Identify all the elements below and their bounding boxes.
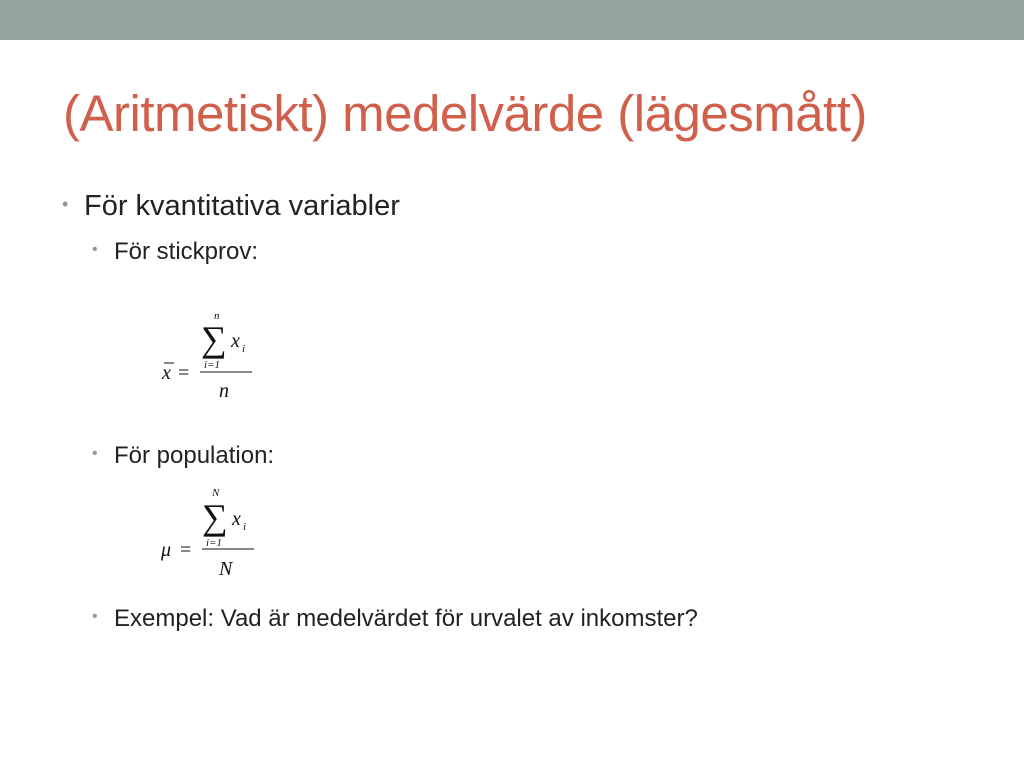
bullet-dot-icon: • — [62, 194, 69, 214]
bullet-dot-icon: • — [92, 608, 98, 625]
sigma-icon: ∑ — [202, 497, 228, 537]
bullet-text: Exempel: Vad är medelvärdet för urvalet av inkomster? — [114, 605, 698, 632]
bullet-sample — [92, 238, 258, 266]
bullet-text: För population: — [114, 442, 275, 469]
formula-population-mean — [158, 482, 268, 582]
slide-title: (Aritmetiskt) medelvärde (lägesmått) — [63, 85, 867, 142]
formula-lhs: x — [162, 362, 171, 384]
formula-denominator: N — [219, 558, 233, 580]
formula-denominator: n — [219, 380, 229, 402]
bullet-example — [92, 605, 698, 633]
formula-lower-limit: i=1 — [204, 359, 220, 371]
formula-term: x — [232, 508, 241, 530]
formula-equals: = — [178, 362, 190, 384]
bullet-text: För kvantitativa variabler — [84, 190, 400, 222]
formula-equals: = — [180, 539, 192, 561]
bullet-dot-icon: • — [92, 445, 98, 462]
top-bar — [0, 0, 1024, 40]
bullet-population — [92, 442, 274, 470]
formula-term-sub: i — [242, 343, 246, 355]
bullet-dot-icon: • — [92, 241, 98, 258]
formula-lower-limit: i=1 — [206, 537, 222, 549]
formula-lhs: μ — [161, 539, 172, 561]
formula-term-sub: i — [243, 521, 247, 533]
formula-upper-limit: n — [214, 310, 220, 322]
formula-upper-limit: N — [212, 487, 220, 499]
sigma-icon: ∑ — [201, 319, 227, 359]
bullet-text: För stickprov: — [114, 238, 259, 265]
bullet-quantitative-variables — [62, 190, 400, 223]
formula-sample-mean — [158, 306, 268, 406]
formula-term: x — [231, 330, 240, 352]
